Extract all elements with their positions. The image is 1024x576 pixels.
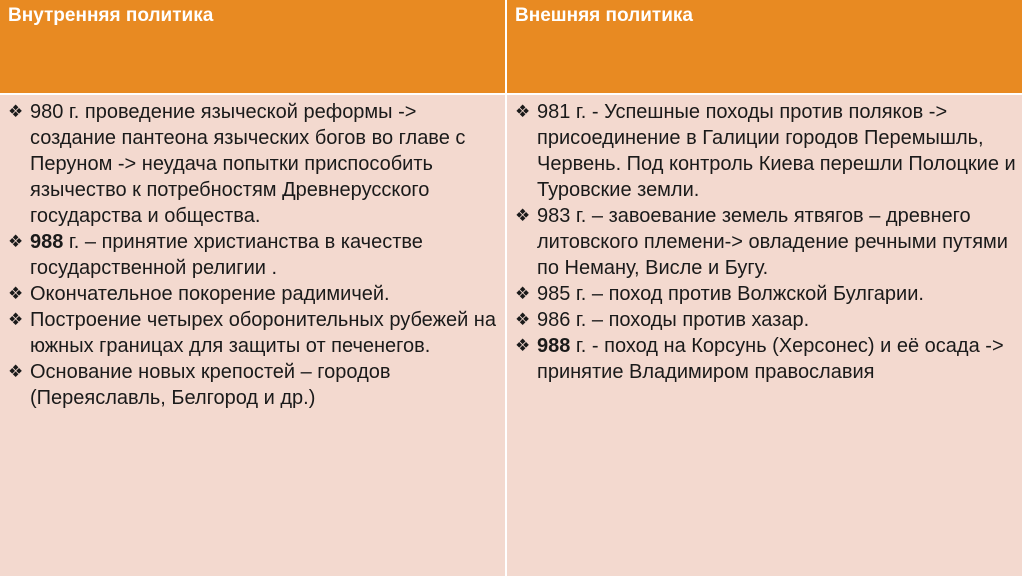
diamond-bullet-icon: ❖	[8, 284, 24, 303]
item-text: 983 г. – завоевание земель ятвягов – древнего литовского племени-> овладение речными путями по Неману, Висле и Бугу.	[537, 205, 1008, 279]
item-text: г. - поход на Корсунь (Херсонес) и её осада -> принятие Владимиром православия	[537, 335, 1004, 383]
diamond-bullet-icon: ❖	[8, 362, 24, 381]
content-row	[0, 94, 1022, 576]
year-highlight: 988	[537, 335, 571, 357]
list-item	[515, 307, 1016, 333]
list-item	[8, 359, 499, 411]
item-text: Построение четырех оборонительных рубежей на южных границах для защиты от печенегов.	[30, 309, 496, 357]
external-policy-list	[515, 99, 1016, 385]
list-item	[515, 333, 1016, 385]
list-item	[8, 229, 499, 281]
diamond-bullet-icon: ❖	[515, 102, 531, 121]
internal-policy-list	[8, 99, 499, 411]
item-text: 981 г. - Успешные походы против поляков -> присоединение в Галиции городов Перемышль, Червень. Под контроль Киева перешли Полоцкие и Туровские земли.	[537, 101, 1016, 201]
item-text: Окончательное покорение радимичей.	[30, 283, 390, 305]
year-highlight: 988	[30, 231, 64, 253]
diamond-bullet-icon: ❖	[8, 232, 24, 251]
diamond-bullet-icon: ❖	[515, 310, 531, 329]
diamond-bullet-icon: ❖	[515, 284, 531, 303]
item-text: 985 г. – поход против Волжской Булгарии.	[537, 283, 924, 305]
item-text: г. – принятие христианства в качестве государственной религии .	[30, 231, 423, 279]
list-item	[515, 203, 1016, 281]
diamond-bullet-icon: ❖	[515, 336, 531, 355]
list-item	[8, 99, 499, 229]
header-external-policy: Внешняя политика	[506, 0, 1022, 94]
diamond-bullet-icon: ❖	[515, 206, 531, 225]
internal-policy-cell	[0, 94, 506, 576]
header-row	[0, 0, 1022, 94]
item-text: Основание новых крепостей – городов (Переяславль, Белгород и др.)	[30, 361, 391, 409]
item-text: 980 г. проведение языческой реформы -> создание пантеона языческих богов во главе с Перуном -> неудача попытки приспособить язычество к потребностям Древнерусского государства и общества.	[30, 101, 466, 227]
list-item	[515, 281, 1016, 307]
header-internal-policy: Внутренняя политика	[0, 0, 506, 94]
item-text: 986 г. – походы против хазар.	[537, 309, 810, 331]
external-policy-cell	[506, 94, 1022, 576]
list-item	[515, 99, 1016, 203]
list-item	[8, 307, 499, 359]
diamond-bullet-icon: ❖	[8, 102, 24, 121]
diamond-bullet-icon: ❖	[8, 310, 24, 329]
list-item	[8, 281, 499, 307]
